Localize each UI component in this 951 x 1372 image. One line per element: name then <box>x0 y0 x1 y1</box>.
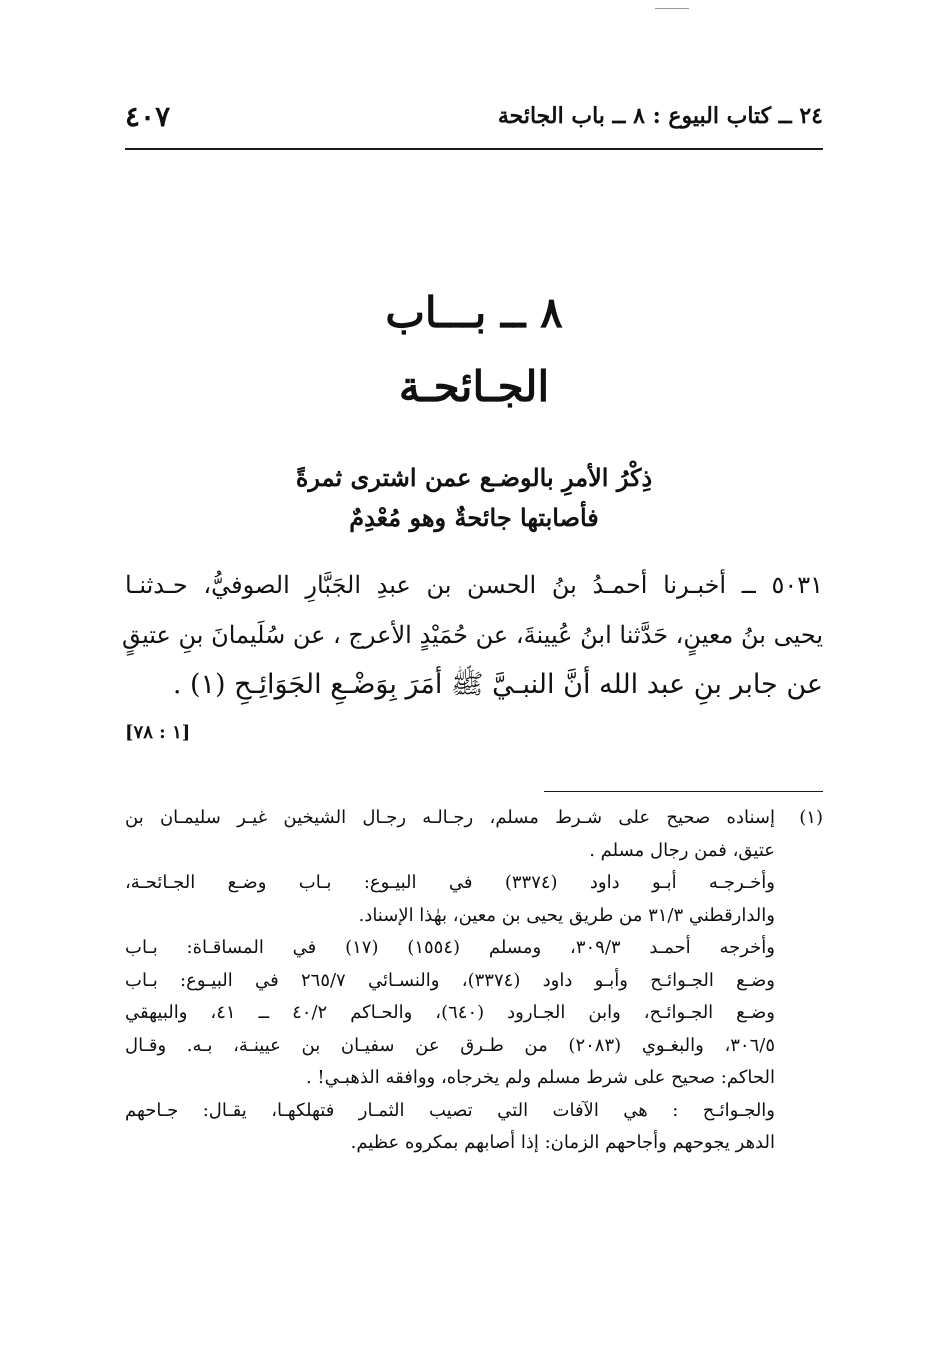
footnote-line: إسناده صحيح على شـرط مسلم، رجـالـه رجـال الشيخين غيـر سليمـان بن <box>125 807 775 828</box>
footnote-rule <box>544 791 823 792</box>
footnote-line: والدارقطني ٣١/٣ من طريق يحيى بن معين، بهٰذا الإسناد. <box>358 904 775 926</box>
hadith-line: عن جابر بنِ عبد الله أنَّ النبـيَّ ﷺ أمَرَ بِوَضْـعِ الجَوَائِـحِ (١) . <box>172 669 823 700</box>
footnote-line: ٣٠٦/٥، والبغـوي (٢٠٨٣) من طـرق عن سفيـان بن عيينـة، بـه. وقـال <box>125 1034 775 1056</box>
footnote-line: وأخـرجـه أبـو داود (٣٣٧٤) في البيـوع: بـاب وضـع الجـائحـة، <box>125 872 775 893</box>
scan-mark <box>655 8 689 9</box>
footnotes <box>125 802 823 1160</box>
footnote-line: وضـع الجـوائـح، وابن الجـارود (٦٤٠)، والحـاكم ٤٠/٢ ــ ٤١، والبيهقي <box>125 1002 775 1023</box>
footnote-line: وضـع الجـوائـح وأبـو داود (٣٣٧٤)، والنسـائي ٢٦٥/٧ في البيـوع: بـاب <box>125 969 775 991</box>
section-title <box>125 458 823 538</box>
footnote-marker: (١) <box>799 807 823 828</box>
page-header <box>125 100 823 137</box>
section-title-line: فأصابتها جائحةٌ وهو مُعْدِمٌ <box>349 503 599 532</box>
hadith-text <box>122 560 823 710</box>
hadith-line: يحيى بنُ معينٍ، حَدَّثنا ابنُ عُيينةَ، عن حُمَيْدٍ الأعرج ، عن سُلَيمانَ بنِ عتيقٍ <box>122 621 823 649</box>
hadith-line: ٥٠٣١ ــ أخبـرنا أحمـدُ بنُ الحسن بن عبدِ الجَبَّارِ الصوفيُّ، حـدثنـا <box>125 571 823 599</box>
hadith-reference: [١ : ٧٨] <box>125 722 191 743</box>
chapter-heading: ٨ ــ بـــاب <box>385 288 563 337</box>
footnote-line: وأخرجه أحمـد ٣٠٩/٣، ومسلم (١٥٥٤) (١٧) في المساقـاة: بـاب <box>125 937 775 958</box>
footnote-line: الدهر يجوحهم وأجاحهم الزمان: إذا أصابهم بمكروه عظيم. <box>350 1132 775 1153</box>
footnote-line: عتيق، فمن رجال مسلم . <box>589 839 775 861</box>
section-title-line: ذِكْرُ الأمرِ بالوضـع عمن اشترى ثمرةً <box>295 463 653 492</box>
running-title: ٢٤ ــ كتاب البيوع : ٨ ــ باب الجائحة <box>497 103 823 129</box>
header-rule <box>125 148 823 150</box>
footnote-line: والجـوائـح : هي الآفات التي تصيب الثمـار فتهلكهـا، يقـال: جـاحهم <box>125 1099 775 1121</box>
page-number: ٤٠٧ <box>125 100 171 133</box>
chapter-title: الجـائحـة <box>398 362 550 411</box>
footnote-line: الحاكم: صحيح على شرط مسلم ولم يخرجاه، ووافقه الذهبـي! . <box>305 1067 775 1088</box>
